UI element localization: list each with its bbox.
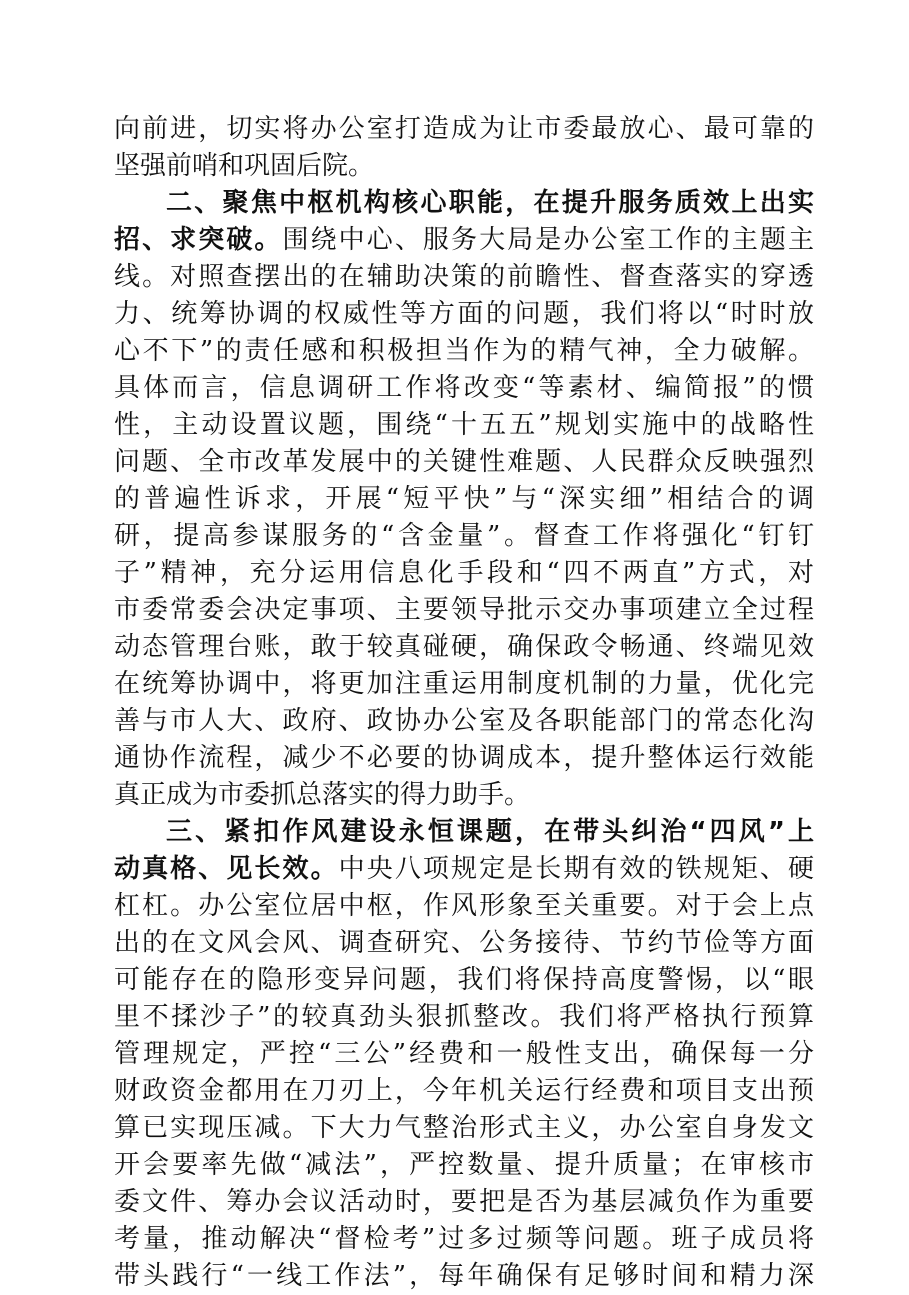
- text-line: 动真格、见长效。中央八项规定是长期有效的铁规矩、硬: [114, 854, 814, 884]
- text-line: 在统筹协调中，将更加注重运用制度机制的力量，优化完: [114, 669, 814, 699]
- text-line: 带头践行“一线工作法”，每年确保有足够时间和精力深: [114, 1261, 814, 1291]
- text-line: 线。对照查摆出的在辅助决策的前瞻性、督查落实的穿透: [114, 262, 814, 292]
- text-line: 的普遍性诉求，开展“短平快”与“深实细”相结合的调: [114, 484, 814, 514]
- text-line: 通协作流程，减少不必要的协调成本，提升整体运行效能: [114, 743, 814, 773]
- text-line: 善与市人大、政府、政协办公室及各职能部门的常态化沟: [114, 706, 814, 736]
- text-line: 算已实现压减。下大力气整治形式主义，办公室自身发文: [114, 1113, 814, 1143]
- text-line: 招、求突破。围绕中心、服务大局是办公室工作的主题主: [114, 225, 814, 255]
- text-line: 开会要率先做“减法”，严控数量、提升质量；在审核市: [114, 1150, 814, 1180]
- text-line: 出的在文风会风、调查研究、公务接待、节约节俭等方面: [114, 928, 814, 958]
- text-line: 坚强前哨和巩固后院。: [114, 151, 375, 181]
- text-line: 子”精神，充分运用信息化手段和“四不两直”方式，对: [114, 558, 814, 588]
- document-body: [114, 111, 814, 1295]
- text-line: 考量，推动解决“督检考”过多过频等问题。班子成员将: [114, 1224, 814, 1254]
- section-heading-2: 二、聚焦中枢机构核心职能，在提升服务质效上出实: [166, 188, 814, 218]
- text-line: 管理规定，严控“三公”经费和一般性支出，确保每一分: [114, 1039, 814, 1069]
- text-line: 心不下”的责任感和积极担当作为的精气神，全力破解。: [114, 336, 814, 366]
- text-line: 力、统筹协调的权威性等方面的问题，我们将以“时时放: [114, 299, 814, 329]
- text-line: 向前进，切实将办公室打造成为让市委最放心、最可靠的: [114, 114, 814, 144]
- text-line: 问题、全市改革发展中的关键性难题、人民群众反映强烈: [114, 447, 814, 477]
- text-line: 研，提高参谋服务的“含金量”。督查工作将强化“钉钉: [114, 521, 814, 551]
- text-line: 具体而言，信息调研工作将改变“等素材、编简报”的惯: [114, 373, 814, 403]
- text-line: 委文件、筹办会议活动时，要把是否为基层减负作为重要: [114, 1187, 814, 1217]
- text-line: 里不揉沙子”的较真劲头狠抓整改。我们将严格执行预算: [114, 1002, 814, 1032]
- text-line: 财政资金都用在刀刃上，今年机关运行经费和项目支出预: [114, 1076, 814, 1106]
- section-heading-3: 三、紧扣作风建设永恒课题，在带头纠治“四风”上: [166, 817, 814, 847]
- text-line: 真正成为市委抓总落实的得力助手。: [114, 780, 531, 810]
- text-line: 市委常委会决定事项、主要领导批示交办事项建立全过程: [114, 595, 814, 625]
- text-line: 可能存在的隐形变异问题，我们将保持高度警惕，以“眼: [114, 965, 814, 995]
- text-line: 性，主动设置议题，围绕“十五五”规划实施中的战略性: [114, 410, 814, 440]
- text-line: 杠杠。办公室位居中枢，作风形象至关重要。对于会上点: [114, 891, 814, 921]
- text-line: 动态管理台账，敢于较真碰硬，确保政令畅通、终端见效: [114, 632, 814, 662]
